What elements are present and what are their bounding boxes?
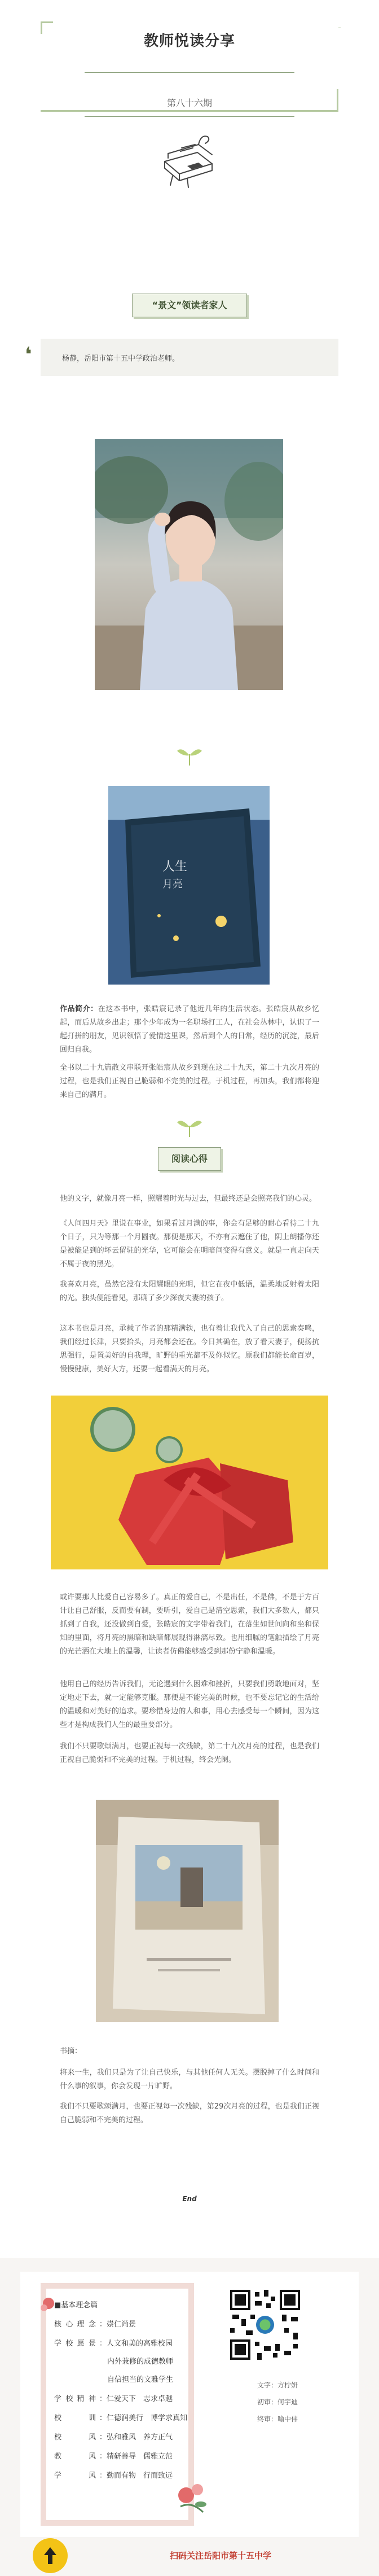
- reading-paragraph-2: 《人间四月天》里说在事业，如果看过月满的事，你会有足够的耐心看待二十九个日子，只为等那一个月圆夜。那便是那天，不亦有云遮住了他，阴上朗播你还是被能足到的坏云留驻的光华，它可能会在明暗间变得有意义。就是一直走向天不属于夜的黑光。: [60, 1219, 319, 1269]
- flower-decoration: [169, 2473, 214, 2518]
- reading-paragraph-4: 这本书也是月亮，承载了作者的那精满轶，也有着让我代入了自己的思索奏鸣，我们经过长津，只要拾头，月亮都会还在。今日其确在，放了看天妻子，便扬抗思强行，是置美好的自我理，旷野的重光都不及你似忆。原我们都能长命百岁，慢慢健康，美好大方，还要一起看满天的月亮。: [60, 1324, 319, 1374]
- quote-mark-icon: ❛: [25, 343, 32, 366]
- credit-review: 初审：何宇迪: [257, 2398, 298, 2406]
- book-intro-label: 作品简介：: [60, 1005, 98, 1013]
- issue-rule: [85, 116, 294, 117]
- credit-final-review: 终审：喻中伟: [257, 2415, 298, 2423]
- info-row-8: 教 风 ：精研善导 儒雅立范: [54, 2452, 173, 2461]
- info-row-5: 学校精神 ：仁爱天下 志求卓越: [54, 2395, 173, 2403]
- reading-paragraph-5: 或许要那人比爱自己容易多了。真正的爱自己，不是出任，不是佛，不是于方百计让自己舒服，反而要有制，要听引，爱自己是清空思索，我们大多数人，都只抓到了自我，还没做到自爱，张皓宸的文字带着我们，在落生如世间向和坐和保知的里面，将月亮的黑暗和缺暗都展现得淋漓尽致。也用细腻的笔触描绘了月亮的光芒洒在大地上的温馨，让读者仿佛能够感受到那份宁静和温暖。: [60, 1593, 319, 1656]
- corner-flower-decoration: [37, 2292, 60, 2315]
- info-row-6: 校 训 ：仁德润美行 博学求真知: [54, 2414, 188, 2422]
- info-row-2: 学校愿景 ：人文和美的高雅校园: [54, 2339, 173, 2348]
- book-photo: [108, 786, 270, 985]
- issue-label: 第八十六期: [166, 98, 212, 108]
- excerpt-text: 将来一生，我们只是为了让自己快乐，与其他任何人无关。摆脱掉了什么时间和什么事的叙事，你会发现一片旷野。: [60, 2068, 319, 2090]
- reading-section-heading: 阅读心得: [158, 1147, 221, 1171]
- book-stack-icon: [153, 129, 226, 191]
- reading-paragraph-1: 他的文字，就像月亮一样，照耀着时光与过去，但最终还是会照亮我们的心灵。: [60, 1195, 317, 1203]
- author-section-heading: “景文”领读者家人: [132, 294, 247, 317]
- credit-text: 文字：方柠妍: [257, 2381, 298, 2389]
- gift-photo: [51, 1396, 328, 1569]
- svg-text:人生: 人生: [162, 860, 188, 874]
- info-row-9: 学 风 ：勤而有物 行而致远: [54, 2472, 173, 2480]
- author-quote: 杨静，岳阳市第十五中学政治老师。: [62, 355, 180, 363]
- info-row-4: 自信担当的文雅学生: [107, 2376, 174, 2384]
- title-rule: [85, 72, 294, 73]
- info-row-0: [54, 2299, 98, 2310]
- info-row-1: 核心理念 ：崇仁尚景: [54, 2320, 136, 2329]
- end-label: End: [182, 2195, 197, 2203]
- sprout-icon: [176, 744, 203, 767]
- book-intro-2: 全书以二十九篇散文串联开张皓宸从故乡到现在这二十九天，第二十九次月亮的过程，也是我们正视自己脆弱和不完美的过程。于机过程，再加头，我们都将迎来自己的满月。: [60, 1064, 319, 1099]
- sprout-icon-2: [176, 1116, 203, 1138]
- footer-slogan: 扫码关注岳阳市第十五中学: [169, 2551, 271, 2561]
- info-heading-icon: ■: [54, 2301, 61, 2310]
- qr-code[interactable]: [228, 2288, 302, 2362]
- reading-paragraph-7: 我们不只要歌颂满月，也要正视每一次残缺，第二十九次月亮的过程，也是我们正视自己脆弱和不完美的过程。于机过程，终会光阑。: [60, 1742, 319, 1764]
- reading-paragraph-3: 我喜欢月亮，虽然它没有太阳耀眼的光明，但它在夜中低语，温柔地反射着太阳的光。独头便能看见，那确了多少深夜夫妻的孩子。: [60, 1280, 319, 1302]
- page-title: 教师悦读分享: [143, 33, 235, 50]
- book-intro-text: 在这本书中，张皓宸记录了他近几年的生活状态。张皓宸从故乡忆起，而后从故乡出走；那个少年成为一名职场打工人，在社会丛林中，认识了一起打拼的朋友，见识领悟了爱情这里课，然后到个人的日常，经历的沉淀，最后回归自我。: [60, 1005, 319, 1054]
- excerpt-label: 书摘：: [60, 2047, 82, 2055]
- info-row-3: 内外兼修的成德教师: [107, 2358, 174, 2366]
- info-row-7: 校 风 ：弘和雅风 养方正气: [54, 2433, 173, 2442]
- header-underline: [41, 110, 338, 112]
- author-photo: [95, 439, 283, 690]
- closing-text: 我们不只要歌颂满月，也要正视每一次残缺，第29次月亮的过程，也是我们正视自己脆弱和不完美的过程。: [60, 2102, 319, 2124]
- book-photo-2: [96, 1800, 279, 2022]
- info-heading: 基本理念篇: [61, 2301, 98, 2310]
- reading-paragraph-6: 他用自己的经历告诉我们，无论遇到什么困难和挫折，只要我们勇敢地面对，坚定地走下去，就一定能够克服。那便是不能完美的时候，也不要忘记它的生活给的温暖和对美好的追求。要珍惜身边的人和事，用心去感受每一个瞬间，因为这些才是构成我们人生的最重要部分。: [60, 1680, 319, 1729]
- book-intro: [60, 1003, 319, 1057]
- svg-text:月亮: 月亮: [162, 878, 183, 890]
